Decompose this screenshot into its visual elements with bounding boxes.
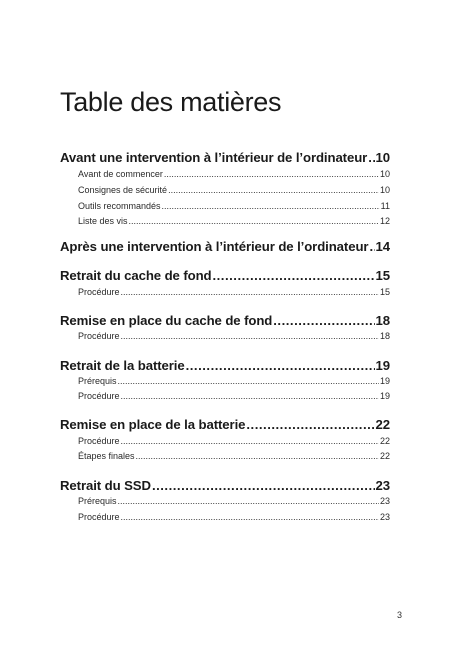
dot-leader (118, 375, 379, 387)
toc-entry-title: Procédure (78, 512, 120, 522)
toc-entry-main[interactable] (60, 416, 390, 434)
dot-leader (368, 149, 374, 167)
toc-entry-page: 10 (379, 169, 390, 179)
toc-entry-title: Liste des vis (78, 216, 128, 226)
toc-entry-page: 22 (379, 436, 390, 446)
toc-entry-page: 11 (380, 201, 390, 211)
toc-entry-main[interactable] (60, 149, 390, 167)
dot-leader (121, 511, 379, 523)
toc-entry-page: 18 (379, 331, 390, 341)
toc-entry-page: 15 (379, 287, 390, 297)
dot-leader (246, 416, 374, 434)
toc-entry-sub[interactable] (60, 215, 390, 227)
toc-entry-title: Prérequis (78, 376, 117, 386)
dot-leader (152, 477, 375, 495)
toc-entry-sub[interactable] (60, 286, 390, 298)
toc-entry-page: 23 (379, 496, 390, 506)
toc-entry-page: 22 (375, 417, 390, 432)
toc-entry-main[interactable] (60, 477, 390, 495)
toc-entry-page: 19 (379, 376, 390, 386)
toc-entry-title: Procédure (78, 436, 120, 446)
toc-entry-title: Retrait du SSD (60, 478, 151, 493)
toc-entry-sub[interactable] (60, 495, 390, 507)
toc-entry-title: Remise en place du cache de fond (60, 313, 273, 328)
dot-leader (121, 286, 379, 298)
toc-entry-page: 12 (379, 216, 390, 226)
page-title: Table des matières (60, 87, 282, 117)
dot-leader (121, 330, 379, 342)
toc-entry-title: Procédure (78, 287, 120, 297)
toc-entry-title: Outils recommandés (78, 201, 161, 211)
dot-leader (164, 168, 379, 180)
dot-leader (121, 390, 379, 402)
toc-entry-title: Retrait du cache de fond (60, 268, 212, 283)
toc-entry-page: 14 (375, 239, 390, 254)
toc-entry-main[interactable] (60, 238, 390, 256)
dot-leader (118, 495, 379, 507)
toc-entry-main[interactable] (60, 312, 390, 330)
toc-entry-title: Après une intervention à l’intérieur de l’ordinateur (60, 239, 369, 254)
toc-entry-sub[interactable] (60, 330, 390, 342)
toc-entry-sub[interactable] (60, 450, 390, 462)
toc-entry-title: Procédure (78, 391, 120, 401)
toc-entry-page: 10 (379, 185, 390, 195)
toc-entry-title: Retrait de la batterie (60, 358, 185, 373)
dot-leader (129, 215, 379, 227)
dot-leader (121, 435, 379, 447)
toc-entry-sub[interactable] (60, 200, 390, 212)
toc-entry-sub[interactable] (60, 390, 390, 402)
dot-leader (273, 312, 374, 330)
toc-entry-page: 18 (375, 313, 390, 328)
toc-entry-sub[interactable] (60, 375, 390, 387)
toc-entry-page: 19 (375, 358, 390, 373)
toc-entry-title: Procédure (78, 331, 120, 341)
dot-leader (369, 238, 374, 256)
toc-entry-page: 15 (375, 268, 390, 283)
toc-entry-page: 10 (375, 150, 390, 165)
toc-entry-sub[interactable] (60, 184, 390, 196)
toc-entry-title: Prérequis (78, 496, 117, 506)
toc-entry-page: 22 (379, 451, 390, 461)
dot-leader (136, 450, 379, 462)
toc-entry-sub[interactable] (60, 168, 390, 180)
dot-leader (212, 267, 374, 285)
page-number: 3 (397, 610, 403, 620)
toc-entry-title: Consignes de sécurité (78, 185, 168, 195)
toc-entry-sub[interactable] (60, 511, 390, 523)
toc-entry-sub[interactable] (60, 435, 390, 447)
toc-entry-page: 23 (375, 478, 390, 493)
toc-entry-title: Avant de commencer (78, 169, 163, 179)
toc-entry-main[interactable] (60, 267, 390, 285)
toc-entry-page: 23 (379, 512, 390, 522)
toc-entry-title: Remise en place de la batterie (60, 417, 246, 432)
toc-entry-title: Avant une intervention à l’intérieur de l’ordinateur (60, 150, 368, 165)
dot-leader (162, 200, 380, 212)
dot-leader (168, 184, 379, 196)
toc-entry-title: Étapes finales (78, 451, 135, 461)
dot-leader (186, 357, 375, 375)
toc-entry-main[interactable] (60, 357, 390, 375)
toc-entry-page: 19 (379, 391, 390, 401)
